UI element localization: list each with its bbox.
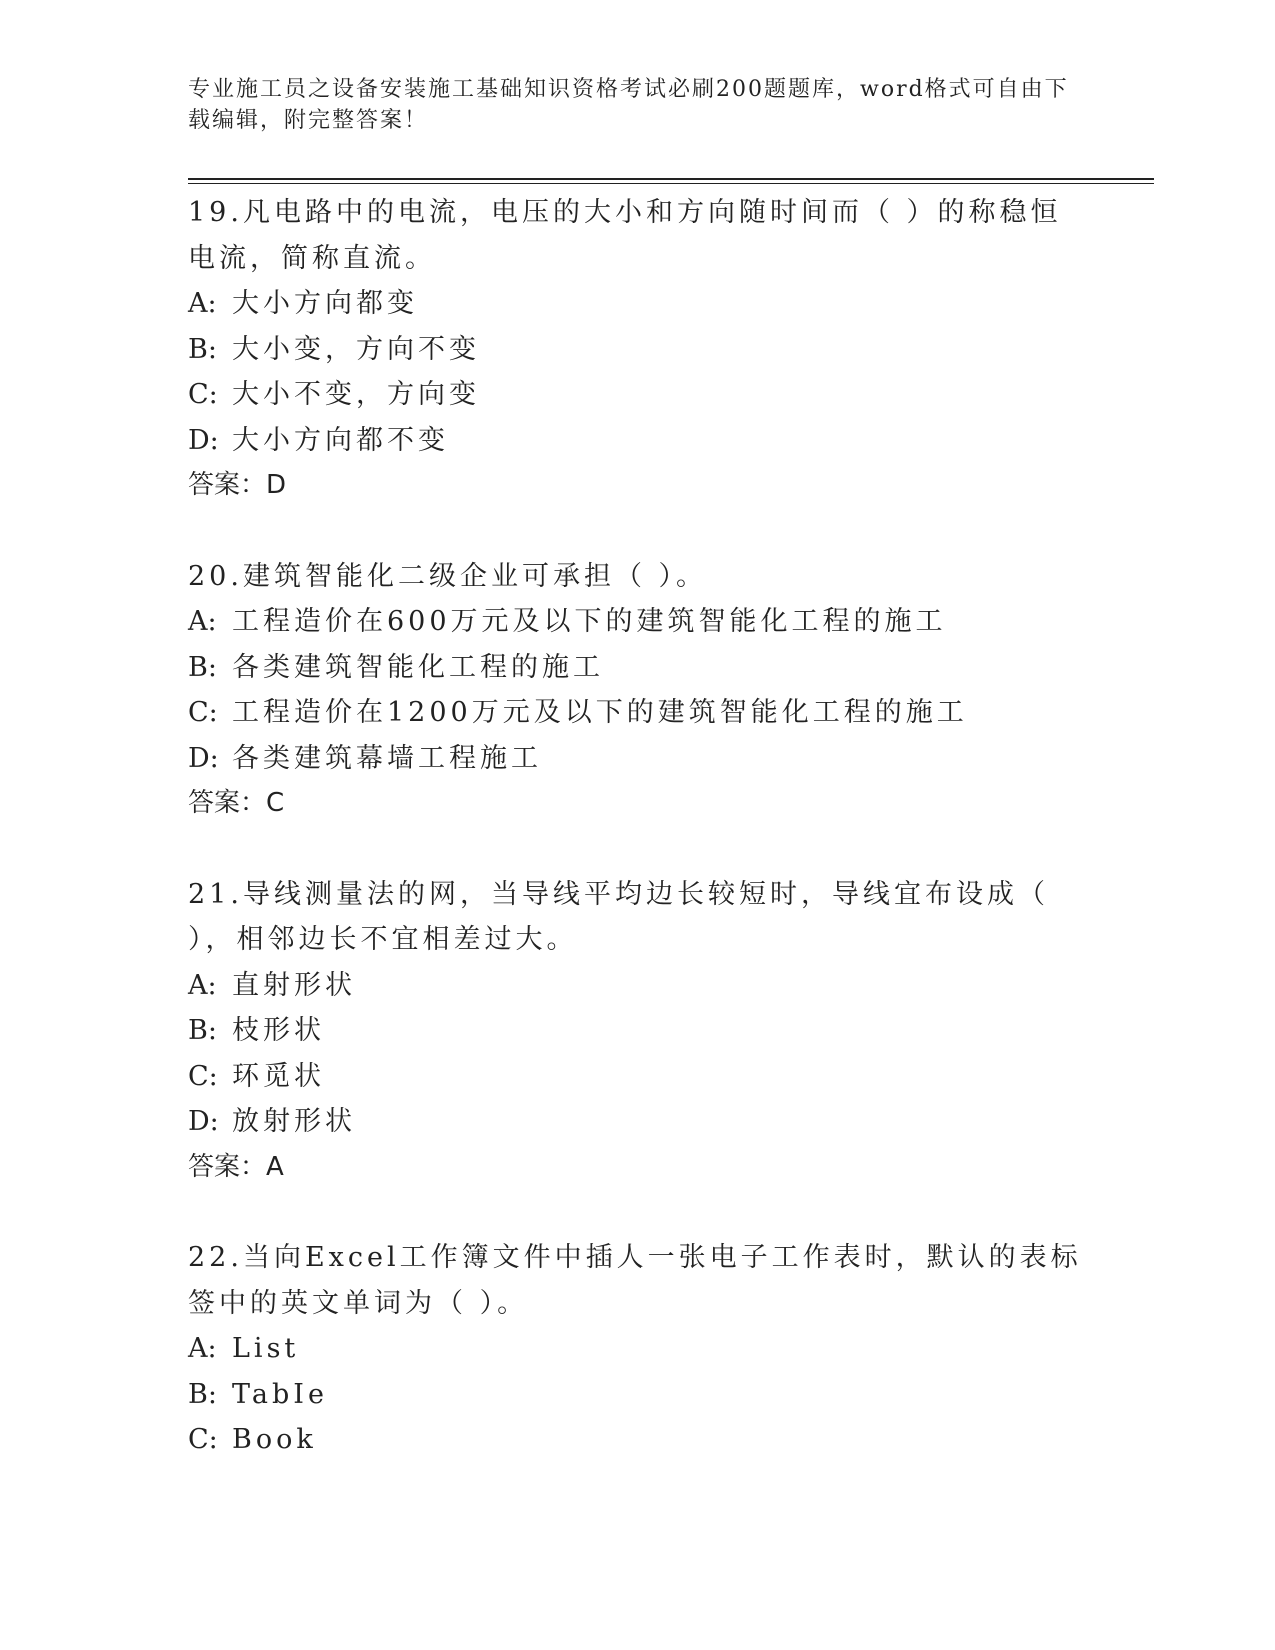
option-b <box>188 327 1088 373</box>
option-key: B: <box>188 333 217 365</box>
option-b <box>188 645 1088 691</box>
option-text: List <box>232 1333 300 1364</box>
option-text: 直射形状 <box>232 969 356 1001</box>
option-c <box>188 690 1088 736</box>
option-key: D: <box>188 1106 219 1137</box>
question-20 <box>188 554 1088 827</box>
option-a <box>188 599 1088 645</box>
question-stem: 19.凡电路中的电流，电压的大小和方向随时间而（ ）的称稳恒电流，简称直流。 <box>188 197 1062 274</box>
option-text: 大小变，方向不变 <box>232 333 480 365</box>
option-key: C: <box>188 1424 218 1455</box>
option-c <box>188 1417 1088 1463</box>
option-text: 各类建筑智能化工程的施工 <box>232 651 604 683</box>
option-key: C: <box>188 1060 218 1092</box>
answer-label: 答案：C <box>188 788 285 818</box>
option-key: C: <box>188 379 218 410</box>
question-stem: 21.导线测量法的网，当导线平均边长较短时，导线宜布设成（ ），相邻边长不宜相差过大。 <box>188 878 1049 955</box>
header-divider-thick <box>188 178 1154 180</box>
option-key: D: <box>188 424 219 456</box>
question-stem: 22.当向Excel工作簿文件中插人一张电子工作表时，默认的表标签中的英文单词为（ ）。 <box>188 1242 1082 1319</box>
option-c <box>188 372 1088 418</box>
option-b <box>188 1372 1088 1418</box>
option-text: 环觅状 <box>232 1060 325 1092</box>
option-a <box>188 1326 1088 1372</box>
option-text: 枝形状 <box>232 1015 325 1046</box>
question-list <box>188 190 1088 1508</box>
option-text: 大小方向都变 <box>232 288 418 319</box>
question-19 <box>188 190 1088 509</box>
option-key: B: <box>188 651 217 683</box>
option-b <box>188 1008 1088 1054</box>
answer-label: 答案：A <box>188 1151 284 1182</box>
option-key: B: <box>188 1378 217 1410</box>
option-d <box>188 736 1088 782</box>
option-c <box>188 1054 1088 1100</box>
question-stem: 20.建筑智能化二级企业可承担（ ）。 <box>188 560 708 592</box>
option-text: 大小方向都不变 <box>232 424 449 456</box>
option-d <box>188 418 1088 464</box>
option-a <box>188 281 1088 327</box>
option-key: B: <box>188 1015 217 1046</box>
question-21 <box>188 872 1088 1191</box>
option-text: 工程造价在600万元及以下的建筑智能化工程的施工 <box>232 606 947 637</box>
option-d <box>188 1099 1088 1145</box>
option-key: D: <box>188 742 219 774</box>
option-text: 各类建筑幕墙工程施工 <box>232 742 542 774</box>
option-key: C: <box>188 697 218 728</box>
option-a <box>188 963 1088 1009</box>
option-text: TabIe <box>232 1378 328 1410</box>
answer-label: 答案：D <box>188 470 287 500</box>
option-key: A: <box>188 1333 217 1364</box>
option-key: A: <box>188 606 217 637</box>
option-key: A: <box>188 969 217 1001</box>
option-key: A: <box>188 288 217 319</box>
question-22 <box>188 1235 1088 1463</box>
header-divider-thin <box>188 183 1154 184</box>
option-text: Book <box>232 1424 317 1455</box>
option-text: 大小不变，方向变 <box>232 379 480 410</box>
document-header: 专业施工员之设备安装施工基础知识资格考试必刷200题题库，word格式可自由下载编辑，附完整答案！ <box>188 77 1069 133</box>
option-text: 放射形状 <box>232 1106 356 1137</box>
option-text: 工程造价在1200万元及以下的建筑智能化工程的施工 <box>232 697 968 728</box>
